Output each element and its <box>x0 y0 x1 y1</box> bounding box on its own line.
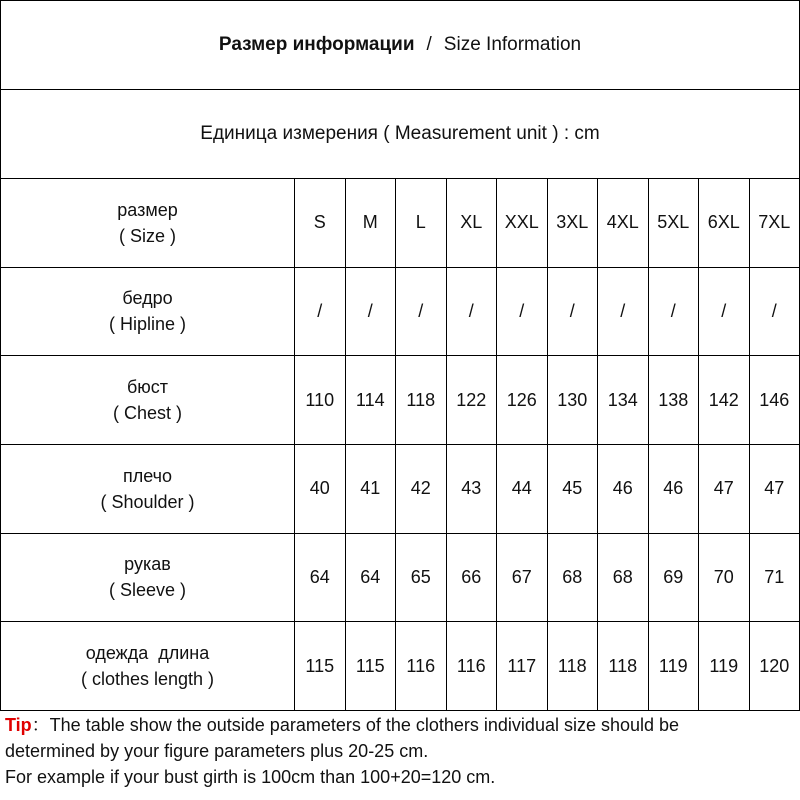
row-label-en: ( Chest ) <box>112 403 182 424</box>
table-cell: 68 <box>547 533 598 622</box>
table-cell: 115 <box>345 622 396 711</box>
table-cell: 146 <box>749 356 800 445</box>
table-cell: 46 <box>598 444 649 533</box>
size-header-cell: 4XL <box>598 179 649 268</box>
table-cell: 120 <box>749 622 800 711</box>
table-cell: 45 <box>547 444 598 533</box>
tip-note <box>5 712 795 790</box>
table-cell: 67 <box>497 533 548 622</box>
row-label-ru: бюст <box>126 377 169 398</box>
size-header-cell: 5XL <box>648 179 699 268</box>
row-label-ru: размер <box>117 199 178 220</box>
row-label-ru: рукав <box>124 554 171 575</box>
title-english: Size Information <box>443 34 582 55</box>
row-label-en: ( Size ) <box>118 225 176 246</box>
table-cell: / <box>345 267 396 356</box>
row-label-en: ( clothes length ) <box>80 669 215 690</box>
table-row-sleeve <box>1 533 800 622</box>
tip-text-1: The table show the outside parameters of the clothers individual size should be <box>49 715 680 735</box>
size-header-cell: M <box>345 179 396 268</box>
table-row-clothes-length <box>1 622 800 711</box>
table-cell: 118 <box>598 622 649 711</box>
table-cell: 118 <box>396 356 447 445</box>
table-cell: / <box>547 267 598 356</box>
title-separator: / <box>426 34 432 55</box>
measurement-unit-bar <box>0 89 800 178</box>
size-header-cell: 3XL <box>547 179 598 268</box>
table-cell: 71 <box>749 533 800 622</box>
row-label-ru: плечо <box>122 465 173 486</box>
size-header-cell: XL <box>446 179 497 268</box>
table-cell: 42 <box>396 444 447 533</box>
table-cell: 47 <box>699 444 750 533</box>
table-cell: / <box>598 267 649 356</box>
table-cell: / <box>396 267 447 356</box>
size-header-cell: XXL <box>497 179 548 268</box>
row-label <box>1 444 295 533</box>
table-cell: / <box>497 267 548 356</box>
table-cell: 70 <box>699 533 750 622</box>
row-label <box>1 622 295 711</box>
row-label-ru: бедро <box>122 288 173 309</box>
row-label-ru: одежда длина <box>85 643 210 664</box>
row-label-en: ( Hipline ) <box>108 314 187 335</box>
size-table <box>0 178 800 711</box>
table-cell: 118 <box>547 622 598 711</box>
row-label <box>1 267 295 356</box>
table-cell: 44 <box>497 444 548 533</box>
table-cell: 116 <box>446 622 497 711</box>
table-cell: 116 <box>396 622 447 711</box>
row-label <box>1 179 295 268</box>
size-header-cell: S <box>295 179 346 268</box>
table-row-hipline <box>1 267 800 356</box>
row-label-en: ( Shoulder ) <box>100 491 195 512</box>
table-cell: 130 <box>547 356 598 445</box>
table-cell: 138 <box>648 356 699 445</box>
table-cell: 65 <box>396 533 447 622</box>
table-cell: 64 <box>345 533 396 622</box>
table-cell: 66 <box>446 533 497 622</box>
size-header-cell: 7XL <box>749 179 800 268</box>
size-header-cell: L <box>396 179 447 268</box>
table-cell: 119 <box>648 622 699 711</box>
row-label <box>1 356 295 445</box>
table-cell: 119 <box>699 622 750 711</box>
table-cell: 114 <box>345 356 396 445</box>
tip-colon: ： <box>31 715 50 735</box>
table-cell: 46 <box>648 444 699 533</box>
table-cell: 117 <box>497 622 548 711</box>
size-header-cell: 6XL <box>699 179 750 268</box>
table-cell: 68 <box>598 533 649 622</box>
row-label-en: ( Sleeve ) <box>108 580 187 601</box>
title-russian: Размер информации <box>218 34 415 55</box>
tip-line-2: determined by your figure parameters plus 20-25 cm. <box>5 741 429 761</box>
table-cell: 64 <box>295 533 346 622</box>
table-row-chest <box>1 356 800 445</box>
tip-line-1 <box>5 712 795 738</box>
table-cell: / <box>648 267 699 356</box>
table-cell: 115 <box>295 622 346 711</box>
table-cell: 41 <box>345 444 396 533</box>
table-cell: / <box>749 267 800 356</box>
table-row-shoulder <box>1 444 800 533</box>
table-cell: 142 <box>699 356 750 445</box>
tip-label: Tip <box>5 715 32 735</box>
table-cell: 43 <box>446 444 497 533</box>
table-cell: 40 <box>295 444 346 533</box>
table-cell: 47 <box>749 444 800 533</box>
table-cell: 69 <box>648 533 699 622</box>
table-cell: 134 <box>598 356 649 445</box>
table-row-size <box>1 179 800 268</box>
table-cell: / <box>446 267 497 356</box>
table-cell: / <box>699 267 750 356</box>
title-bar <box>0 0 800 89</box>
table-cell: 126 <box>497 356 548 445</box>
tip-line-3: For example if your bust girth is 100cm than 100+20=120 cm. <box>5 767 496 787</box>
table-cell: 122 <box>446 356 497 445</box>
table-cell: 110 <box>295 356 346 445</box>
table-cell: / <box>295 267 346 356</box>
measurement-unit-text: Единица измерения ( Measurement unit ) : cm <box>200 123 600 144</box>
row-label <box>1 533 295 622</box>
